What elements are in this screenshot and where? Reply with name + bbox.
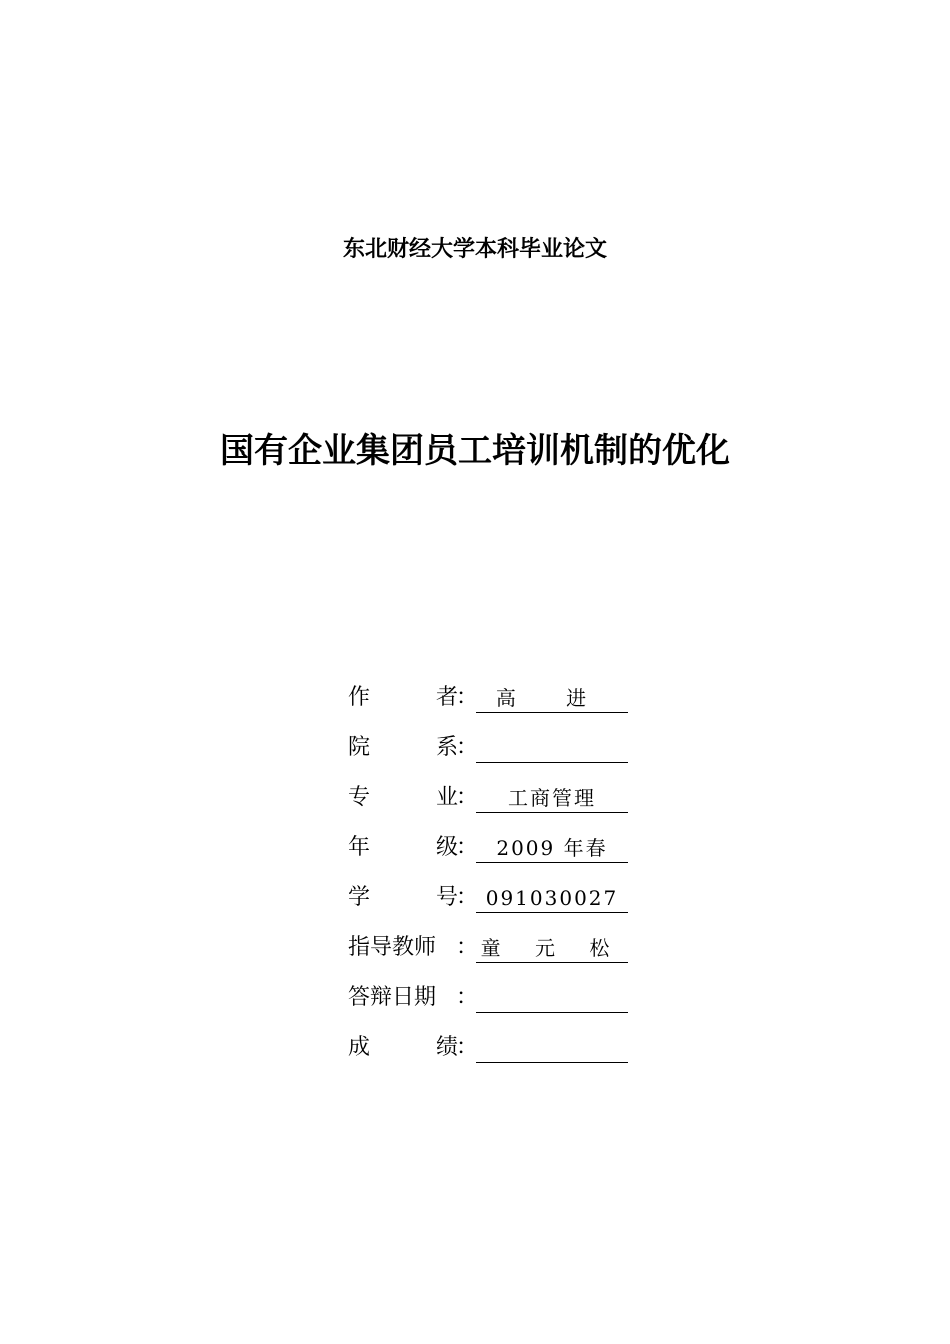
author-value: 高 进 [476, 682, 628, 713]
defense-date-label [348, 982, 458, 1014]
info-row-author [348, 682, 648, 732]
grade-label-char-1: 年 [348, 835, 371, 860]
major-label-char-2: 业 [435, 785, 458, 810]
department-label-char-2: 系 [435, 735, 458, 760]
student-id-colon: ： [456, 885, 479, 910]
major-colon: ： [456, 785, 479, 810]
department-value [476, 732, 628, 763]
advisor-label-text: 指导教师 [348, 935, 437, 960]
cover-info-block [348, 682, 648, 1082]
info-row-department [348, 732, 648, 782]
grade-label-char-2: 级 [435, 835, 458, 860]
grade-colon: ： [456, 835, 479, 860]
grade-value: 2009 年春 [476, 832, 628, 863]
info-row-student-id [348, 882, 648, 932]
info-row-advisor [348, 932, 648, 982]
student-id-label-char-2: 号 [435, 885, 458, 910]
department-label-char-1: 院 [348, 735, 371, 760]
score-label [348, 1032, 458, 1064]
info-row-grade [348, 832, 648, 882]
score-label-char-2: 绩 [435, 1035, 458, 1060]
major-value: 工商管理 [476, 782, 628, 813]
student-id-value: 091030027 [476, 882, 628, 913]
author-label-char-2: 者 [435, 685, 458, 710]
grade-label [348, 832, 458, 864]
score-label-char-1: 成 [348, 1035, 371, 1060]
major-label [348, 782, 458, 814]
defense-date-colon: ： [456, 985, 479, 1010]
defense-date-label-text: 答辩日期 [348, 985, 437, 1010]
thesis-title: 国有企业集团员工培训机制的优化 [220, 431, 730, 471]
score-colon: ： [456, 1035, 479, 1060]
author-label-char-1: 作 [348, 685, 371, 710]
advisor-label [348, 932, 458, 964]
department-colon: ： [456, 735, 479, 760]
author-label [348, 682, 458, 714]
score-value [476, 1032, 628, 1063]
major-label-char-1: 专 [348, 785, 371, 810]
author-colon: ： [456, 685, 479, 710]
university-heading: 东北财经大学本科毕业论文 [342, 237, 607, 262]
info-row-score [348, 1032, 648, 1082]
advisor-value: 童 元 松 [476, 932, 628, 963]
info-row-major [348, 782, 648, 832]
student-id-label-char-1: 学 [348, 885, 371, 910]
info-row-defense-date [348, 982, 648, 1032]
advisor-colon: ： [456, 935, 479, 960]
department-label [348, 732, 458, 764]
student-id-label [348, 882, 458, 914]
defense-date-value [476, 982, 628, 1013]
